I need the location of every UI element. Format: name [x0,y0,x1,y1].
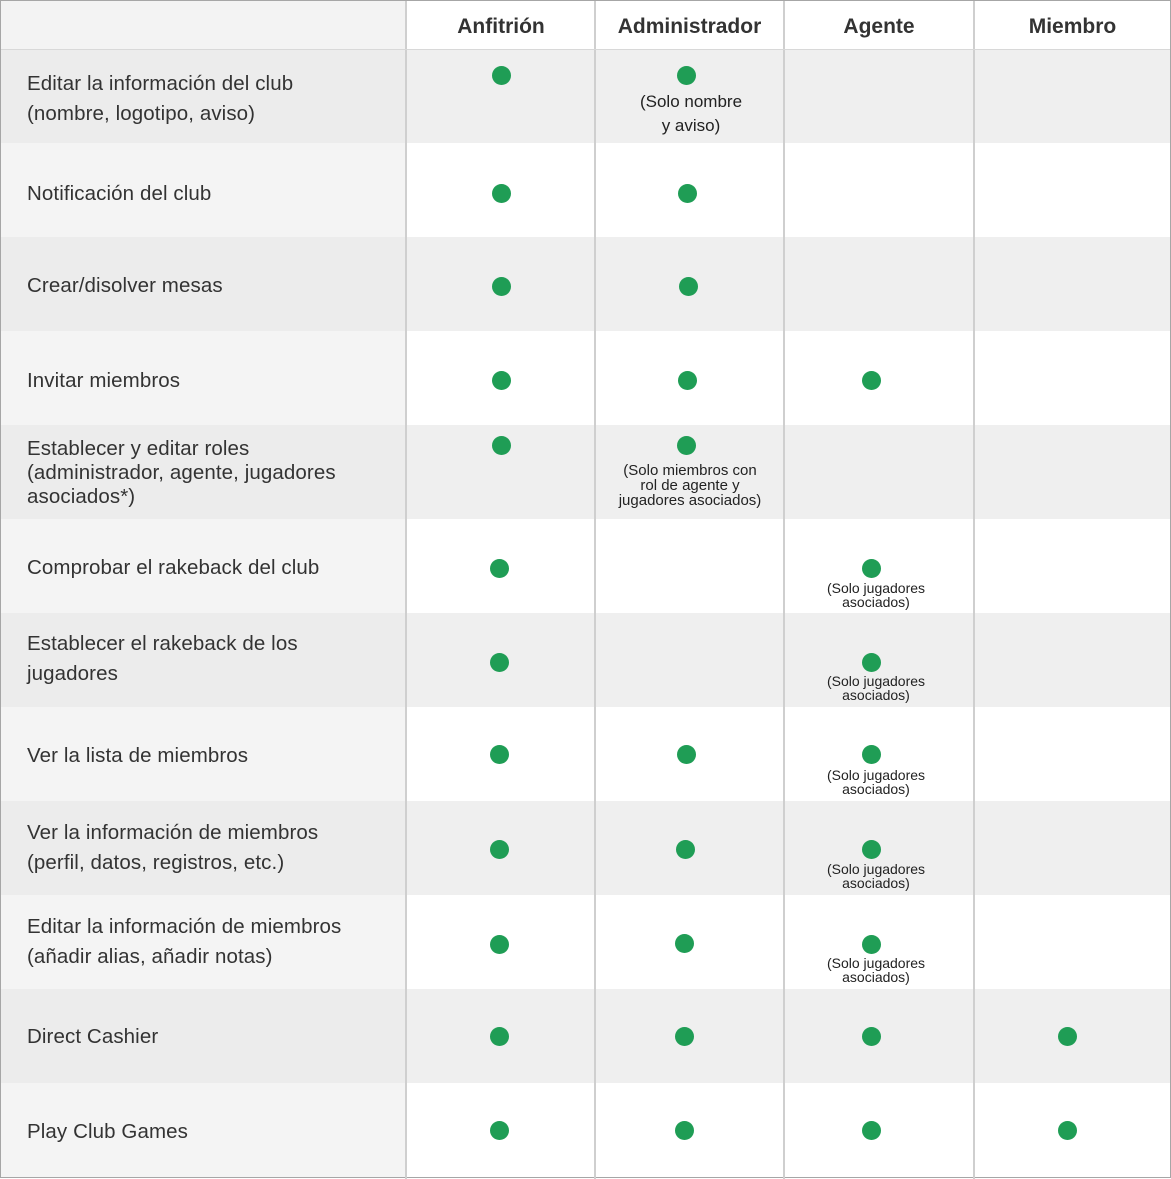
row-label: Notificación del club [27,182,212,205]
check-dot-icon [862,745,881,764]
table-row [1,425,1170,519]
check-dot-icon [492,277,511,296]
check-dot-icon [492,371,511,390]
agent-note: (Solo jugadores asociados) [826,580,926,610]
table-row [1,237,1170,331]
column-divider [405,1,407,1179]
check-dot-icon [492,184,511,203]
row-label: Invitar miembros [27,369,181,392]
check-dot-icon [862,1027,881,1046]
check-dot-icon [490,935,509,954]
table-row [1,143,1170,237]
table-row [1,331,1170,425]
check-dot-icon [1058,1121,1077,1140]
check-dot-icon [1058,1027,1077,1046]
table-row [1,895,1170,989]
agent-note: (Solo jugadores asociados) [826,861,926,891]
check-dot-icon [490,1121,509,1140]
check-dot-icon [492,436,511,455]
table-row [1,801,1170,895]
check-dot-icon [862,935,881,954]
agent-note: (Solo jugadores asociados) [826,767,926,797]
check-dot-icon [679,277,698,296]
check-dot-icon [677,745,696,764]
check-dot-icon [677,66,696,85]
check-dot-icon [677,436,696,455]
check-dot-icon [862,1121,881,1140]
check-dot-icon [490,1027,509,1046]
row-label: Establecer y editar roles (administrador, agente, jugadores asociados*) [27,437,336,508]
column-divider [594,1,596,1179]
check-dot-icon [490,653,509,672]
check-dot-icon [678,371,697,390]
check-dot-icon [490,840,509,859]
check-dot-icon [862,559,881,578]
table-row [1,519,1170,613]
header-administrador: Administrador [617,15,762,38]
row-label: Crear/disolver mesas [27,274,223,297]
agent-note: (Solo jugadores asociados) [826,673,926,703]
header-miembro: Miembro [1028,15,1117,38]
table-header [1,1,1170,49]
check-dot-icon [862,840,881,859]
row-label: Ver la información de miembros (perfil, datos, registros, etc.) [27,821,319,874]
row-label: Editar la información de miembros (añadir alias, añadir notas) [27,915,342,968]
admin-note: (Solo miembros con rol de agente y jugadores asociados) [618,462,762,509]
header-divider [1,49,1170,50]
row-label: Direct Cashier [27,1025,159,1048]
admin-note: (Solo nombre y aviso) [639,92,743,135]
table-row [1,989,1170,1083]
row-label: Editar la información del club (nombre, logotipo, aviso) [27,72,294,125]
check-dot-icon [675,1121,694,1140]
column-divider [973,1,975,1179]
header-anfitrion: Anfitrión [457,15,545,38]
check-dot-icon [490,745,509,764]
header-agente: Agente [843,15,915,38]
check-dot-icon [675,934,694,953]
table-row [1,613,1170,707]
check-dot-icon [675,1027,694,1046]
row-label: Comprobar el rakeback del club [27,556,320,579]
table-row [1,707,1170,801]
check-dot-icon [490,559,509,578]
table-row [1,49,1170,143]
table-row [1,1083,1170,1177]
check-dot-icon [678,184,697,203]
header-blank-cell [1,1,405,49]
agent-note: (Solo jugadores asociados) [826,955,926,985]
check-dot-icon [862,371,881,390]
column-divider [783,1,785,1179]
row-label: Establecer el rakeback de los jugadores [27,632,298,685]
check-dot-icon [492,66,511,85]
row-label: Play Club Games [27,1120,189,1143]
check-dot-icon [676,840,695,859]
check-dot-icon [862,653,881,672]
row-label: Ver la lista de miembros [27,744,249,767]
